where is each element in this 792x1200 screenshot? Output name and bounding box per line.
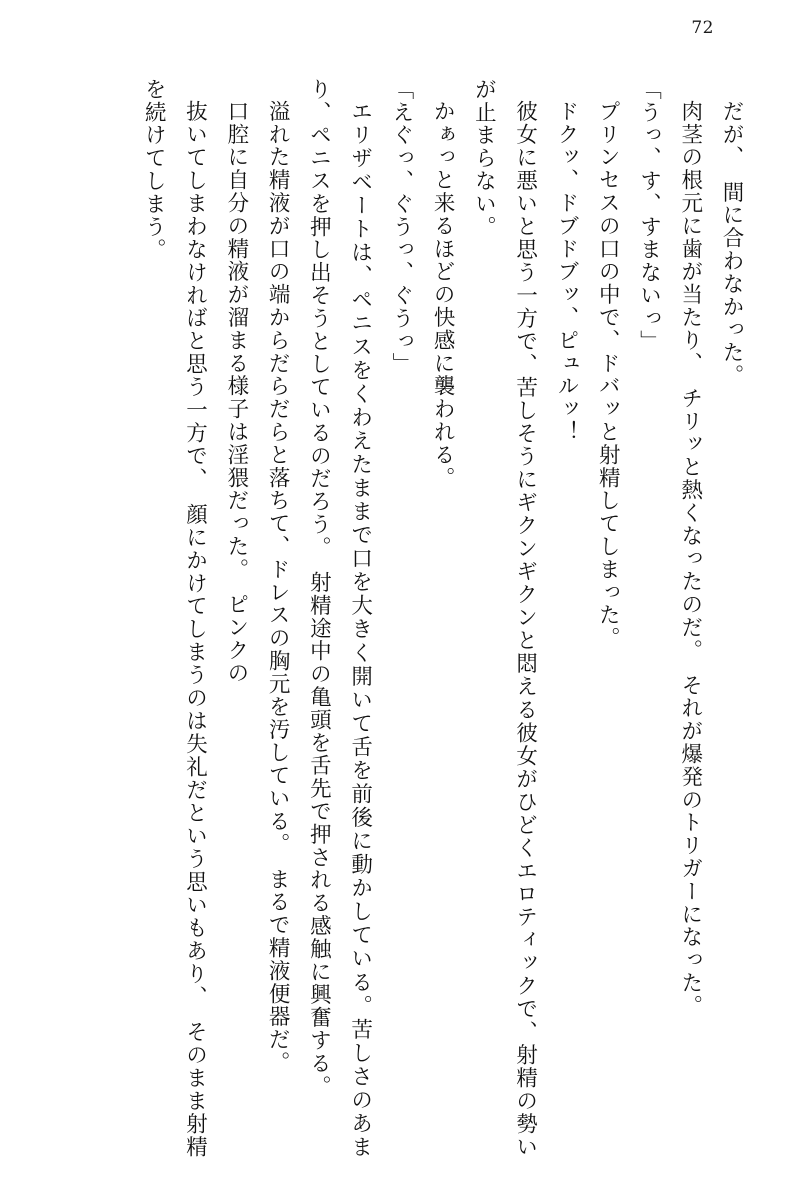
paragraph: 彼女に悪いと思う一方で、苦しそうにギクンギクンと悶える彼女がひどくエロティックで、射精の勢いが止まらない。 (471, 78, 538, 1158)
paragraph: プリンセスの口の中で、ドバッと射精してしまった。 (595, 99, 621, 650)
paragraph: 「うっ、す、すまないっ」 (636, 78, 662, 353)
paragraph: 口腔に自分の精液が溜まる様子は淫猥だった。 ピンクの (223, 99, 249, 685)
paragraph: 溢れた精液が口の端からだらだらと落ちて、ドレスの胸元を汚している。 まるで精液便器だ。 (265, 99, 291, 1074)
paragraph: かぁっと来るほどの快感に襲われる。 (430, 99, 456, 489)
paragraph: 抜いてしまわなければと思う一方で、 顔にかけてしまうのは失礼だという思いもあり、 そのまま射精を続けてしまう。 (141, 78, 208, 1158)
paragraph: 「えぐっ、ぐうっ、ぐうっ」 (388, 78, 414, 376)
paragraph: ドクッ、ドブドブッ、ピュルッ！ (553, 99, 579, 443)
paragraph: 肉茎の根元に歯が当たり、 チリッと熱くなったのだ。 それが爆発のトリガーになった。 (677, 99, 703, 1017)
paragraph: だが、 間に合わなかった。 (719, 99, 744, 387)
page-body-text (40, 78, 752, 1158)
page-number: 72 (691, 18, 714, 38)
paragraph: エリザベートは、ペニスをくわえたままで口を大きく開いて舌を前後に動かしている。苦しさのあまり、ペニスを押し出そうとしているのだろう。 射精途中の亀頭を舌先で押される感触に興奮する。 (306, 78, 373, 1158)
